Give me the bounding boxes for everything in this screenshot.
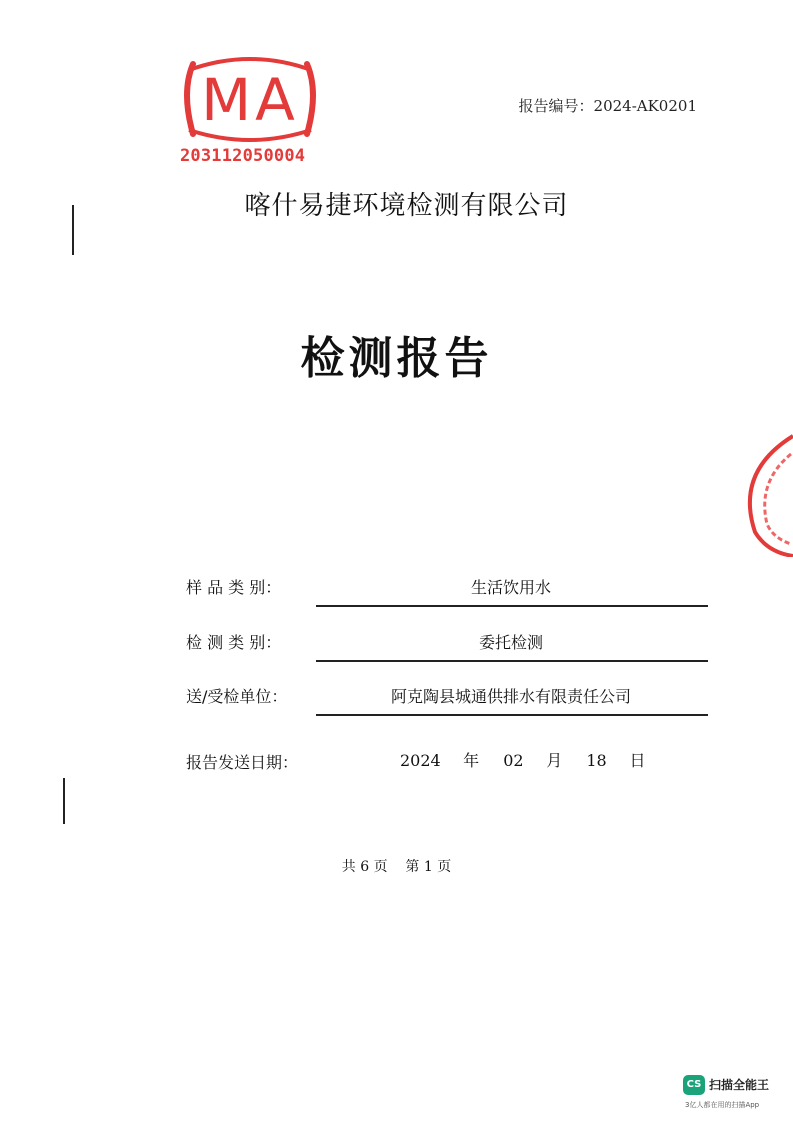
current-page-suffix: 页	[437, 859, 452, 875]
cma-seal-letters: MA	[201, 66, 299, 134]
total-pages-suffix: 页	[373, 859, 388, 875]
sample-type-underline	[316, 605, 708, 607]
page-title: 检测报告	[300, 333, 493, 384]
total-pages: 6	[360, 859, 370, 875]
test-type-underline	[316, 660, 708, 662]
current-page: 1	[423, 859, 433, 875]
report-date-year-unit: 年	[463, 751, 480, 770]
report-number-label: 报告编号：	[518, 97, 594, 115]
company-name: 喀什易捷环境检测有限公司	[244, 191, 569, 221]
test-type-label: 检 测 类 别：	[186, 633, 282, 652]
total-pages-prefix: 共	[341, 859, 356, 875]
current-page-prefix: 第	[405, 859, 420, 875]
left-margin-mark-bottom	[63, 778, 65, 824]
cma-certificate-number: 203112050004	[180, 146, 306, 166]
report-date-label: 报告发送日期：	[186, 753, 299, 772]
sample-type-label: 样 品 类 别：	[186, 578, 282, 597]
official-stamp-fragment	[733, 432, 793, 557]
test-type-value: 委托检测	[478, 633, 543, 652]
report-date-year: 2024	[400, 751, 441, 770]
report-date-month-unit: 月	[546, 751, 563, 770]
report-number	[519, 95, 697, 116]
report-date-day: 18	[586, 751, 607, 770]
scanner-app-name: 扫描全能王	[709, 1078, 770, 1092]
pagination	[0, 856, 793, 876]
report-date-month: 02	[503, 751, 524, 770]
scanner-watermark	[683, 1075, 783, 1115]
scanner-slogan: 3亿人都在用的扫描App	[685, 1101, 760, 1109]
left-margin-mark-top	[72, 205, 74, 255]
client-unit-value: 阿克陶县城通供排水有限责任公司	[390, 687, 631, 706]
camscanner-logo-icon: CS	[683, 1075, 705, 1095]
client-unit-label: 送/受检单位：	[186, 687, 288, 706]
report-date-day-unit: 日	[629, 751, 646, 770]
report-date	[400, 748, 645, 771]
sample-type-value: 生活饮用水	[470, 578, 551, 597]
client-unit-underline	[316, 714, 708, 716]
report-number-value: 2024-AK0201	[593, 97, 697, 115]
